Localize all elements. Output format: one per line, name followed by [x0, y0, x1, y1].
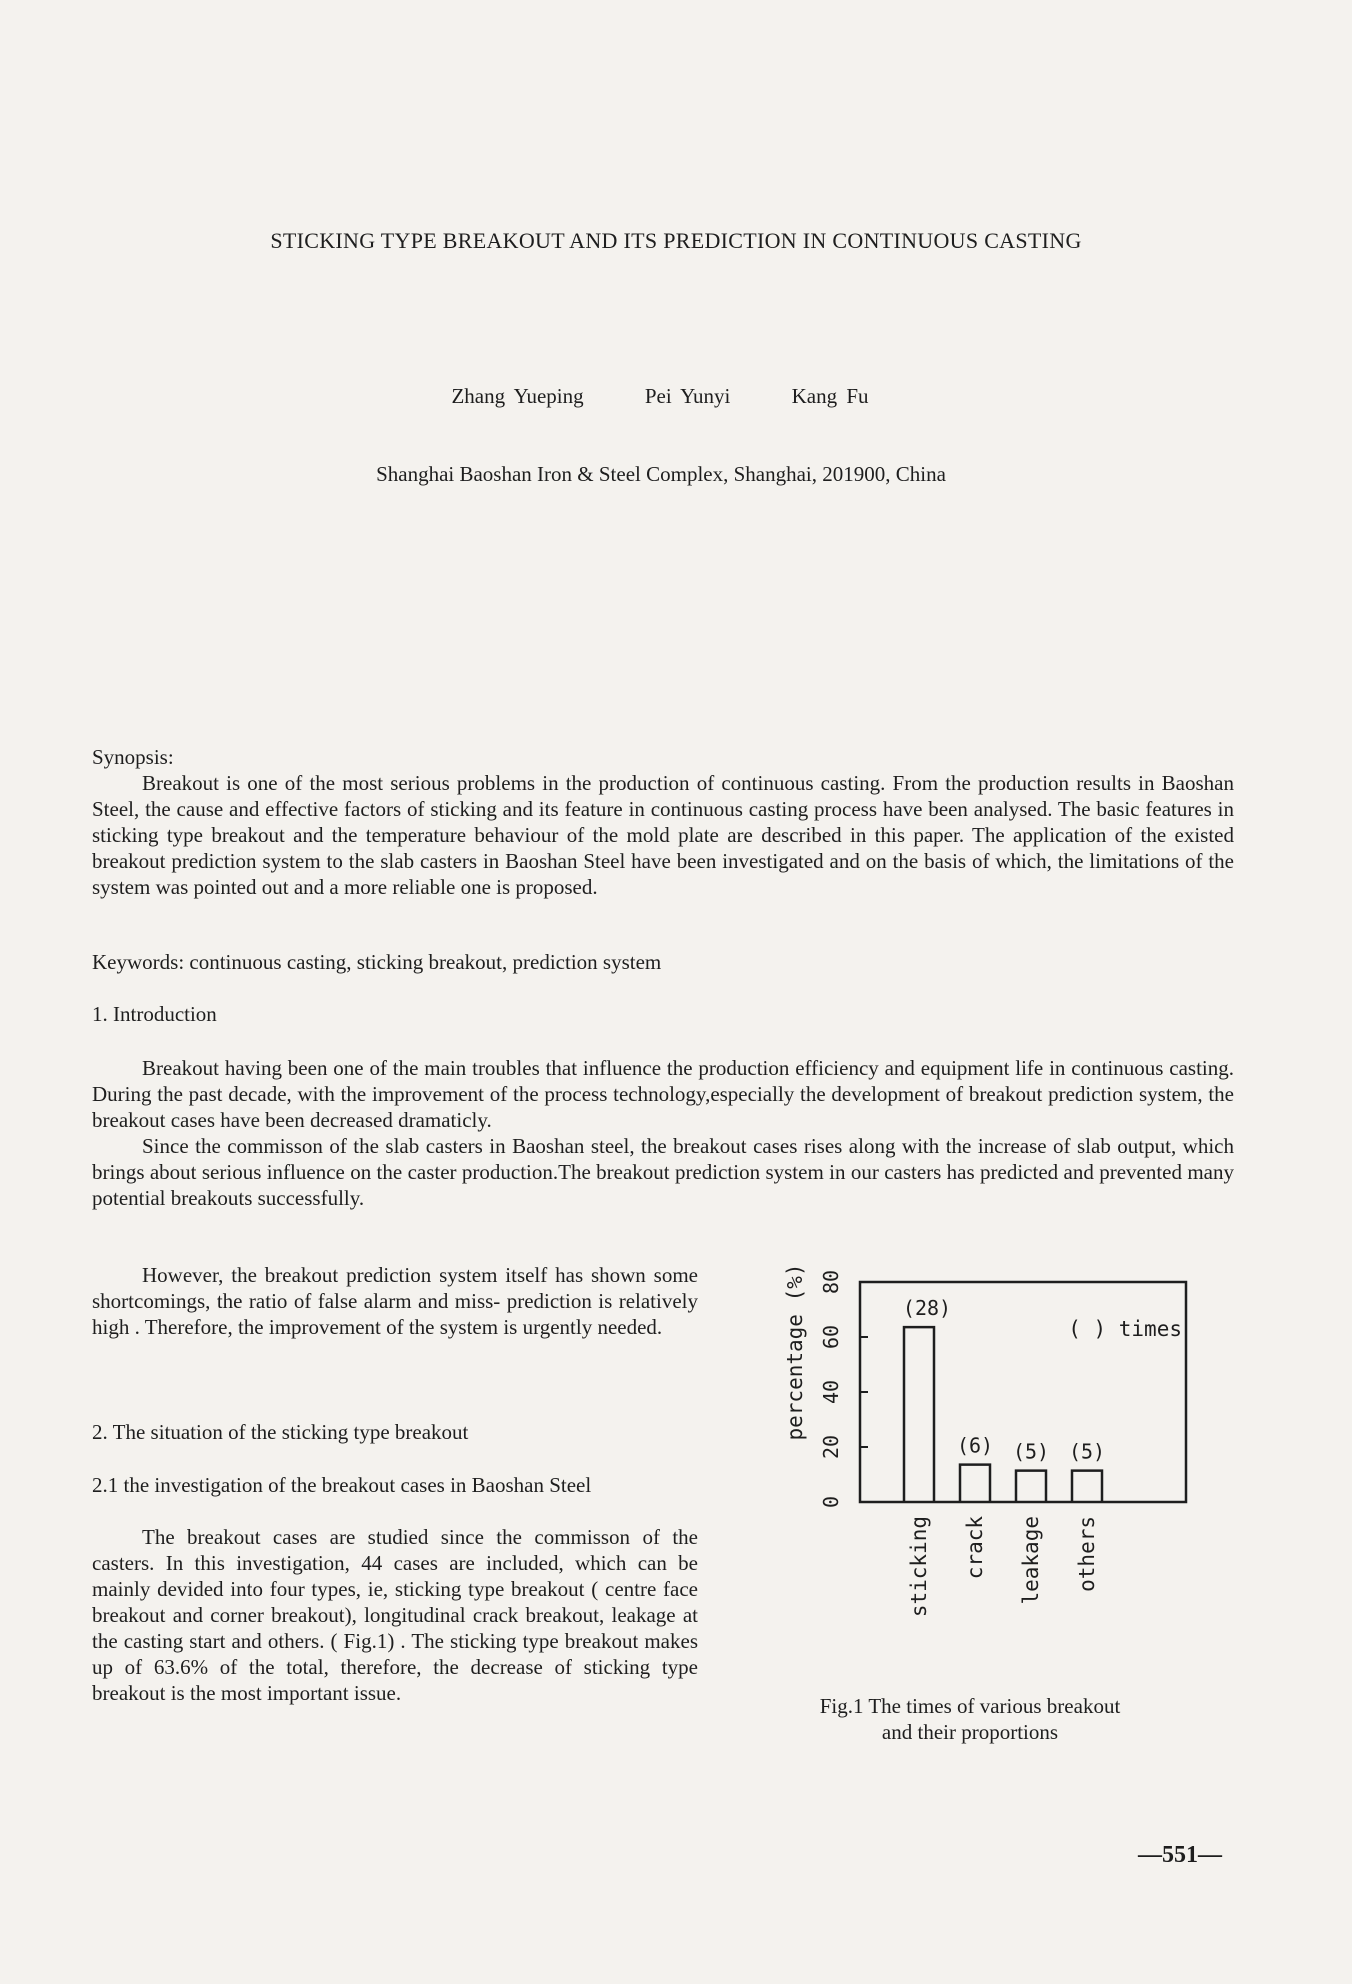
author-name: Zhang Yueping: [451, 384, 584, 408]
bar: [904, 1327, 934, 1502]
paragraph: Breakout having been one of the main troubles that influence the production efficiency and equipment life in continuous casting. During the past decade, with the improvement of the process technology,especially the development of breakout prediction system, the breakout cases have been decreased dramaticly.: [92, 1056, 1234, 1132]
bar: [1016, 1471, 1046, 1502]
page-number: —551—: [1138, 1842, 1222, 1868]
data-label: (5): [1012, 1439, 1050, 1464]
bar-chart: [750, 1250, 1270, 1770]
synopsis-paragraph: Breakout is one of the most serious problems in the production of continuous casting. From the production results in Baoshan Steel, the cause and effective factors of sticking and its feature in continuous casting process have been analysed. The basic features in sticking type breakout and the temperature behaviour of the mold plate are described in this paper. The application of the existed breakout prediction system to the slab casters in Baoshan Steel have been investigated and on the basis of which, the limitations of the system was pointed out and a more reliable one is proposed.: [92, 771, 1234, 899]
bar: [960, 1465, 990, 1502]
subsection-body: [92, 1524, 698, 1706]
data-label: (5): [1068, 1439, 1106, 1464]
x-tick-label: leakage: [1019, 1516, 1043, 1605]
synopsis-label: Synopsis:: [92, 745, 174, 769]
author-name: Pei Yunyi: [644, 384, 731, 408]
figure-1: [750, 1250, 1270, 1770]
paper-title: STICKING TYPE BREAKOUT AND ITS PREDICTION IN CONTINUOUS CASTING: [270, 228, 1082, 253]
paragraph: Since the commisson of the slab casters in Baoshan steel, the breakout cases rises along with the increase of slab output, which brings about serious influence on the caster production.The breakout prediction system in our casters has predicted and prevented many potential breakouts successfully.: [92, 1134, 1234, 1210]
legend-text: ( ) times: [1068, 1317, 1182, 1341]
x-tick-label: sticking: [907, 1516, 931, 1618]
caption-line: and their proportions: [881, 1720, 1059, 1744]
x-tick-label: others: [1075, 1516, 1099, 1592]
introduction-body: [92, 1055, 1234, 1211]
y-axis-label: percentage (%): [783, 1263, 807, 1441]
section-heading-situation: 2. The situation of the sticking type breakout: [92, 1420, 469, 1444]
author-name: Kang Fu: [791, 384, 869, 408]
y-tick-label: 40: [819, 1379, 843, 1405]
data-label: (28): [902, 1296, 952, 1321]
paragraph: However, the breakout prediction system itself has shown some shortcomings, the ratio of false alarm and miss- prediction is relatively high . Therefore, the improvement of the system is urgently needed.: [92, 1263, 698, 1339]
paragraph: The breakout cases are studied since the commisson of the casters. In this investigation, 44 cases are included, which can be mainly devided into four types, ie, sticking type breakout ( centre face breakout and corner breakout), longitudinal crack breakout, leakage at the casting start and others. ( Fig.1) . The sticking type breakout makes up of 63.6% of the total, therefore, the decrease of sticking type breakout is the most important issue.: [92, 1525, 698, 1705]
affiliation: Shanghai Baoshan Iron & Steel Complex, Shanghai, 201900, China: [376, 462, 946, 486]
y-tick-label: 80: [819, 1269, 843, 1295]
y-tick-label: 20: [819, 1434, 843, 1460]
bar: [1072, 1471, 1102, 1502]
figure-caption: [800, 1693, 1140, 1745]
y-tick-label: 60: [819, 1324, 843, 1350]
caption-line: Fig.1 The times of various breakout: [819, 1694, 1121, 1718]
subsection-heading: 2.1 the investigation of the breakout cases in Baoshan Steel: [92, 1473, 592, 1497]
keywords: Keywords: continuous casting, sticking breakout, prediction system: [92, 950, 662, 974]
x-tick-label: crack: [963, 1516, 987, 1580]
synopsis-text: [92, 770, 1234, 900]
y-tick-label: 0: [819, 1495, 843, 1509]
introduction-column-text: [92, 1262, 698, 1340]
section-heading-introduction: 1. Introduction: [92, 1002, 217, 1026]
author-list: [0, 384, 1320, 409]
data-label: (6): [956, 1433, 994, 1458]
